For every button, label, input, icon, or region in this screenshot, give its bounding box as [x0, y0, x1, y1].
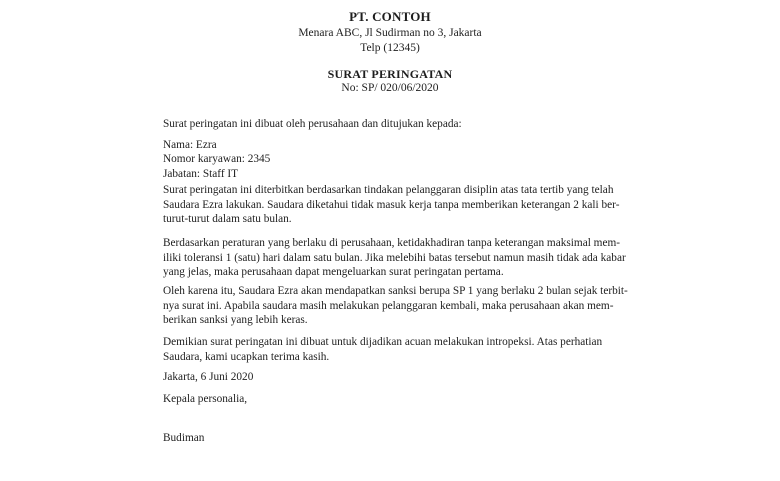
paragraph-line: Saudara Ezra lakukan. Saudara diketahui tidak masuk kerja tanpa memberikan keterangan 2 kali ber- [163, 198, 620, 211]
paragraph-line: berikan sanksi yang lebih keras. [163, 314, 308, 327]
paragraph-closing [163, 335, 613, 364]
signatory-title [163, 392, 613, 407]
paragraph-line: Surat peringatan ini diterbitkan berdasarkan tindakan pelanggaran disiplin atas tata tertib yang telah [163, 184, 614, 196]
recipient-block [163, 138, 613, 181]
signatory-name-text: Budiman [163, 432, 205, 444]
company-phone: Telp (12345) [360, 42, 420, 54]
letter-number: No: SP/ 020/06/2020 [341, 82, 439, 94]
place-date [163, 370, 613, 385]
letter-title: SURAT PERINGATAN [327, 67, 453, 81]
paragraph-line: iliki toleransi 1 (satu) hari dalam satu bulan. Jika melebihi batas tersebut namun masih tidak ada kabar [163, 251, 626, 264]
paragraph-line: Berdasarkan peraturan yang berlaku di perusahaan, ketidakhadiran tanpa keterangan maksimal mem- [163, 237, 621, 249]
paragraph-line: Demikian surat peringatan ini dibuat untuk dijadikan acuan melakukan intropeksi. Atas perhatian [163, 336, 603, 348]
paragraph-sanction [163, 284, 628, 328]
paragraph-line: turut-turut dalam satu bulan. [163, 213, 292, 226]
paragraph-line: Oleh karena itu, Saudara Ezra akan mendapatkan sanksi berupa SP 1 yang berlaku 2 bulan sejak terbit- [163, 285, 628, 297]
signatory-name [163, 431, 613, 446]
recipient-employee-number: Nomor karyawan: 2345 [163, 153, 271, 166]
signatory-title-text: Kepala personalia, [163, 393, 248, 405]
company-address: Menara ABC, Jl Sudirman no 3, Jakarta [298, 27, 482, 39]
recipient-name: Nama: Ezra [163, 139, 217, 151]
recipient-position: Jabatan: Staff IT [163, 167, 239, 180]
place-date-text: Jakarta, 6 Juni 2020 [163, 371, 254, 383]
paragraph-line: nya surat ini. Apabila saudara masih melakukan pelanggaran kembali, maka perusahaan akan mem- [163, 299, 614, 312]
paragraph-regulation [163, 236, 626, 280]
paragraph-line: Saudara, kami ucapkan terima kasih. [163, 350, 330, 363]
paragraph-violation [163, 183, 620, 227]
intro-line: Surat peringatan ini dibuat oleh perusahaan dan ditujukan kepada: [163, 118, 462, 130]
company-name: PT. CONTOH [349, 9, 431, 24]
paragraph-line: yang jelas, maka perusahaan dapat mengeluarkan surat peringatan pertama. [163, 266, 504, 279]
intro-text [163, 117, 613, 132]
